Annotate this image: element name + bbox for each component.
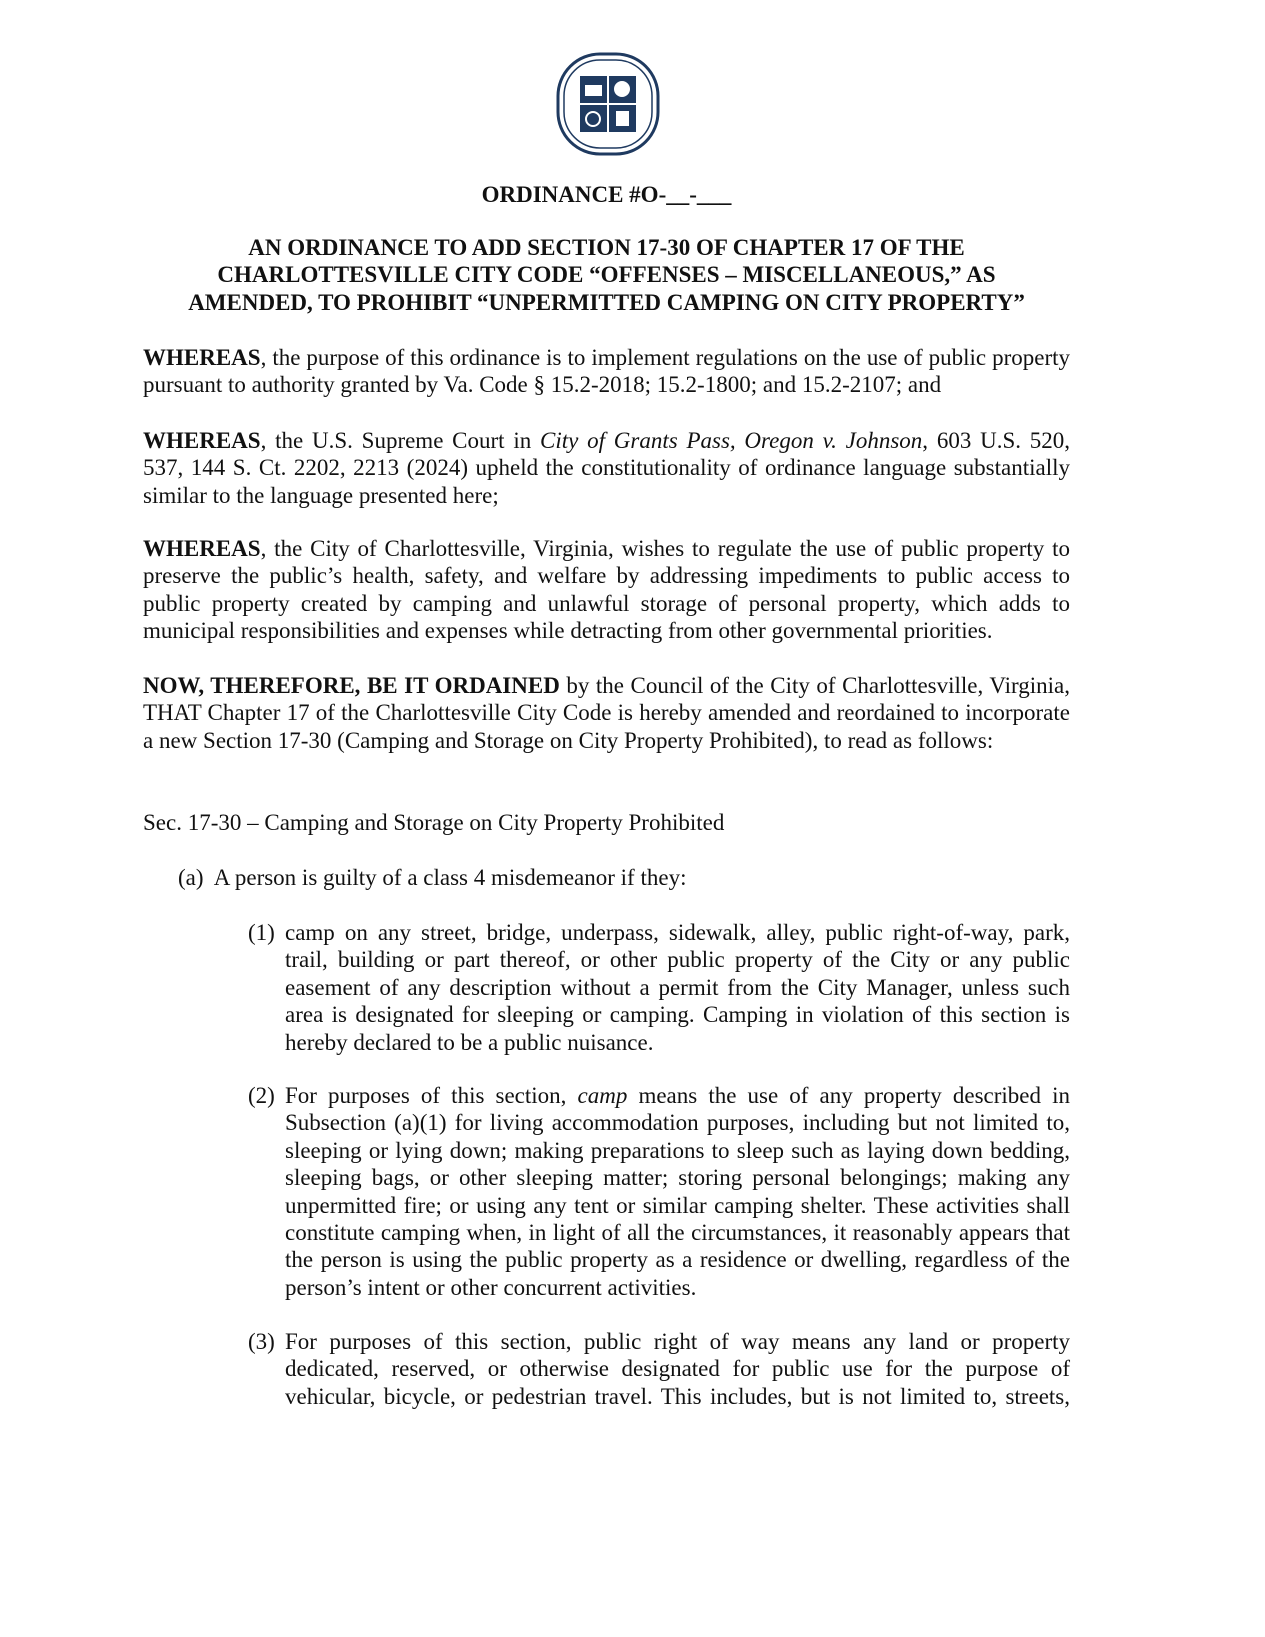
paragraph-text: by the Council of the City of Charlottesville, Virginia, THAT Chapter 17 of the Charlottesville City Code is hereby amended and reordained to incorporate a new Section 17-30 (Camping and Storage on City Property Prohibited), to read as follows: <box>143 673 1070 753</box>
whereas-label: WHEREAS <box>143 428 261 453</box>
ordinance-heading: AN ORDINANCE TO ADD SECTION 17-30 OF CHAPTER 17 OF THE CHARLOTTESVILLE CITY CODE “OFFENSES – MISCELLANEOUS,” AS AMENDED, TO PROHIBIT “UNPERMITTED CAMPING ON CITY PROPERTY” <box>188 235 1025 315</box>
paragraph-text: , 603 U.S. 520, 537, 144 S. Ct. 2202, 2213 (2024) upheld the constitutionality of ordinance language substantially similar to the language presented here; <box>143 428 1071 508</box>
ordained-paragraph <box>143 672 1070 754</box>
whereas-label: WHEREAS <box>143 536 261 561</box>
paragraph-text: , the City of Charlottesville, Virginia, wishes to regulate the use of public property to preserve the public’s health, safety, and welfare by addressing impediments to public access to public property created by camping and unlawful storage of personal property, which adds to municipal responsibilities and expenses while detracting from other governmental priorities. <box>143 536 1070 644</box>
item-text: For purposes of this section, public right of way means any land or property dedicated, reserved, or otherwise designated for public use for the purpose of vehicular, bicycle, or pedestrian travel. This includes, but is not limited to, streets, <box>285 1329 1070 1409</box>
item-label: (3) <box>248 1329 275 1354</box>
subsection-label: (a) <box>178 865 204 890</box>
ordained-label: NOW, THEREFORE, BE IT ORDAINED <box>143 673 560 698</box>
text-run: For purposes of this section, <box>285 1083 578 1108</box>
section-title: Sec. 17-30 – Camping and Storage on City Property Prohibited <box>143 810 725 835</box>
subsection-a <box>178 864 1070 891</box>
list-item <box>248 919 1070 1056</box>
list-item <box>248 1328 1070 1410</box>
city-seal-logo <box>556 52 660 156</box>
case-citation: City of Grants Pass, Oregon v. Johnson <box>540 428 923 453</box>
whereas-label: WHEREAS <box>143 345 261 370</box>
text-run: means the use of any property described in Subsection (a)(1) for living accommodation purposes, including but not limited to, sleeping or lying down; making preparations to sleep such as laying down bedding, sleeping bags, or other sleeping matter; storing personal belongings; making any unpermitted fire; or using any tent or similar camping shelter. These activities shall constitute camping when, in light of all the circumstances, it reasonably appears that the person is using the public property as a residence or dwelling, regardless of the person’s intent or other concurrent activities. <box>285 1083 1070 1300</box>
item-label: (1) <box>248 920 275 945</box>
item-text <box>285 1082 1070 1301</box>
whereas-paragraph-1 <box>143 344 1070 399</box>
whereas-paragraph-3 <box>143 535 1070 645</box>
list-item <box>248 1082 1070 1301</box>
item-text: camp on any street, bridge, underpass, sidewalk, alley, public right-of-way, park, trail, building or part thereof, or other public property of the City or any public easement of any description without a permit from the City Manager, unless such area is designated for sleeping or camping. Camping in violation of this section is hereby declared to be a public nuisance. <box>285 920 1070 1055</box>
paragraph-text: , the U.S. Supreme Court in <box>260 428 541 453</box>
ordinance-number-title: ORDINANCE #O-__-___ <box>481 182 732 207</box>
item-label: (2) <box>248 1083 275 1108</box>
defined-term: camp <box>577 1083 628 1108</box>
whereas-paragraph-2 <box>143 427 1070 509</box>
subsection-text: A person is guilty of a class 4 misdemeanor if they: <box>213 865 687 890</box>
paragraph-text: , the purpose of this ordinance is to implement regulations on the use of public property pursuant to authority granted by Va. Code § 15.2-2018; 15.2-1800; and 15.2-2107; and <box>143 345 1070 398</box>
